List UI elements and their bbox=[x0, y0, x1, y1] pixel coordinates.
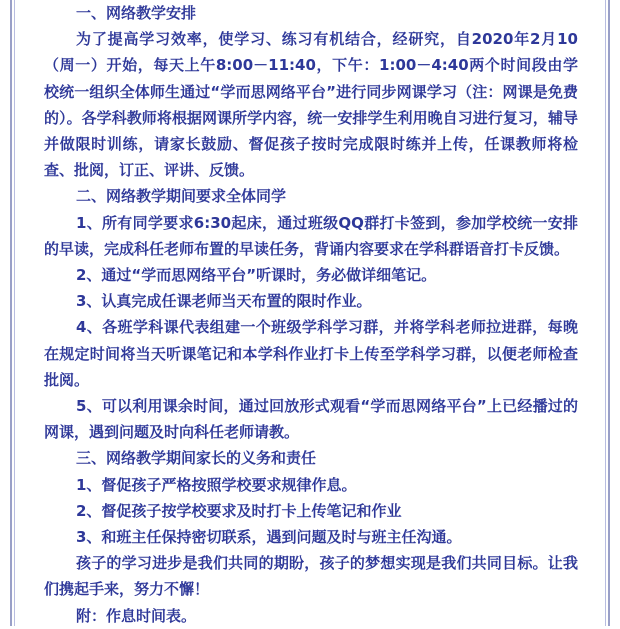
section-heading-2: 二、网络教学期间要求全体同学 bbox=[76, 187, 287, 206]
document-body bbox=[44, 0, 578, 629]
section-heading-1: 一、网络教学安排 bbox=[76, 4, 197, 22]
closing-paragraph: 孩子的学习进步是我们共同的期盼，孩子的梦想实现是我们共同目标。让我们携起手来，努力不懈！ bbox=[44, 554, 578, 599]
list-item: 2、督促孩子按学校要求及时打卡上传笔记和作业 bbox=[76, 501, 402, 520]
section-heading-3: 三、网络教学期间家长的义务和责任 bbox=[76, 449, 317, 468]
appendix-note: 附：作息时间表。 bbox=[76, 606, 197, 625]
list-item: 1、所有同学要求6:30起床，通过班级QQ群打卡签到，参加学校统一安排的早读，完成科任老师布置的早读任务，背诵内容要求在学科群语音打卡反馈。 bbox=[44, 213, 578, 258]
list-item: 1、督促孩子严格按照学校要求规律作息。 bbox=[76, 475, 357, 494]
list-item: 3、认真完成任课老师当天布置的限时作业。 bbox=[76, 292, 372, 311]
left-border-inner-line bbox=[14, 0, 15, 626]
right-border-inner-line bbox=[605, 0, 606, 626]
right-border-line bbox=[608, 0, 610, 626]
section-paragraph-1: 为了提高学习效率，使学习、练习有机结合，经研究，自2020年2月10（周一）开始，每天上午8:00－11:40，下午：1:00－4:40两个时间段由学校统一组织全体师生通过“学而思网络平台”进行同步网课学习（注：网课是免费的）。各学科教师将根据网课所学内容，统一安排学生利用晚自习进行复习，辅导并做限时训练，请家长鼓励、督促孩子按时完成限时练并上传，任课教师将检查、批阅，订正、评讲、反馈。 bbox=[44, 30, 578, 180]
list-item: 4、各班学科课代表组建一个班级学科学习群，并将学科老师拉进群，每晚在规定时间将当天听课笔记和本学科作业打卡上传至学科学习群，以便老师检查批阅。 bbox=[44, 318, 578, 389]
list-item: 2、通过“学而思网络平台”听课时，务必做详细笔记。 bbox=[76, 266, 437, 285]
left-border-line bbox=[10, 0, 12, 626]
list-item: 5、可以利用课余时间，通过回放形式观看“学而思网络平台”上已经播过的网课，遇到问题及时向科任老师请教。 bbox=[44, 397, 578, 442]
list-item: 3、和班主任保持密切联系，遇到问题及时与班主任沟通。 bbox=[76, 528, 462, 547]
